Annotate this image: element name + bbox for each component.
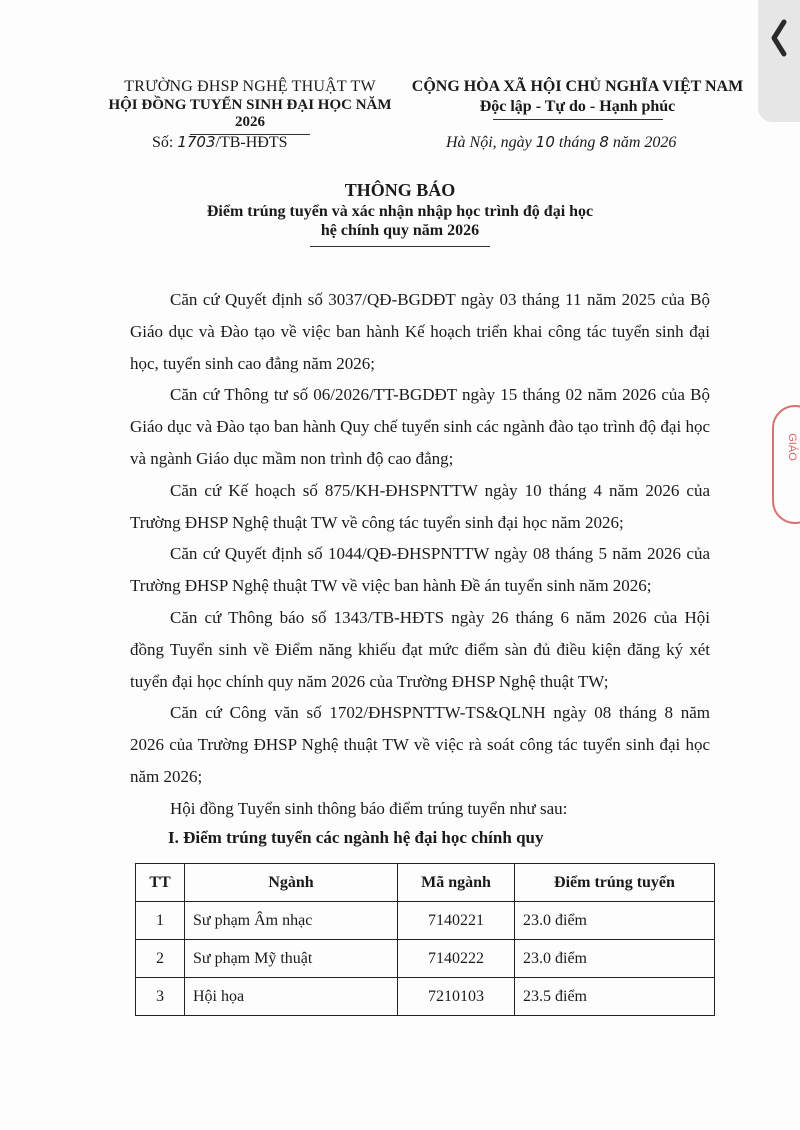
cell-major: Sư phạm Âm nhạc [185, 902, 398, 940]
side-panel-tab[interactable] [758, 0, 800, 122]
paragraph: Căn cứ Kế hoạch số 875/KH-ĐHSPNTTW ngày 10 tháng 4 năm 2026 của Trường ĐHSP Nghệ thuật TW về công tác tuyển sinh đại học năm 2026; [130, 480, 710, 532]
col-header-score: Điểm trúng tuyển [515, 864, 715, 902]
document-title [120, 180, 680, 247]
cell-code: 7140221 [398, 902, 515, 940]
stamp-text: GIÁO [785, 433, 798, 461]
col-header-code: Mã ngành [398, 864, 515, 902]
title-main: THÔNG BÁO [344, 180, 456, 200]
issuer-council: HỘI ĐỒNG TUYỂN SINH ĐẠI HỌC NĂM 2026 [108, 97, 392, 130]
section-heading: I. Điểm trúng tuyển các ngành hệ đại học chính quy [168, 828, 544, 847]
table-header-row [136, 864, 715, 902]
title-underline [310, 246, 490, 247]
paragraph: Hội đồng Tuyển sinh thông báo điểm trúng tuyển như sau: [170, 798, 568, 818]
table-row [136, 978, 715, 1016]
cell-major: Sư phạm Mỹ thuật [185, 940, 398, 978]
title-subtitle-2: hệ chính quy năm 2026 [320, 222, 480, 239]
cell-major: Hội họa [185, 978, 398, 1016]
issuer-school: TRƯỜNG ĐHSP NGHỆ THUẬT TW [124, 78, 376, 95]
cell-score: 23.5 điểm [515, 978, 715, 1016]
table-row [136, 940, 715, 978]
paragraph: Căn cứ Quyết định số 1044/QĐ-ĐHSPNTTW ngày 08 tháng 5 năm 2026 của Trường ĐHSP Nghệ thuật TW về việc ban hành Đề án tuyển sinh năm 2026; [130, 544, 710, 596]
paragraph: Căn cứ Thông báo số 1343/TB-HĐTS ngày 26 tháng 6 năm 2026 của Hội đồng Tuyển sinh về Điểm năng khiếu đạt mức điểm sàn đủ điều kiện đăng ký xét tuyển đại học chính quy năm 2026 của Trường ĐHSP Nghệ thuật TW; [130, 607, 710, 691]
national-header [405, 78, 750, 120]
table-row [136, 902, 715, 940]
cell-tt: 2 [136, 940, 185, 978]
issuer-header [95, 78, 405, 135]
cell-code: 7210103 [398, 978, 515, 1016]
col-header-major: Ngành [185, 864, 398, 902]
handwritten-day: 10 [535, 133, 555, 151]
title-subtitle-1: Điểm trúng tuyển và xác nhận nhập học trình độ đại học [206, 203, 594, 220]
cell-score: 23.0 điểm [515, 902, 715, 940]
date-line: Hà Nội, ngày 10 tháng 8 năm 2026 [446, 133, 677, 151]
document-body [130, 284, 710, 825]
handwritten-number: 1703 [177, 133, 216, 151]
col-header-tt: TT [136, 864, 185, 902]
paragraph: Căn cứ Công văn số 1702/ĐHSPNTTW-TS&QLNH ngày 08 tháng 8 năm 2026 của Trường ĐHSP Nghệ thuật TW về việc rà soát công tác tuyển sinh đại học năm 2026; [130, 703, 710, 786]
national-motto: Độc lập - Tự do - Hạnh phúc [479, 98, 676, 115]
cell-tt: 1 [136, 902, 185, 940]
motto-underline [493, 119, 663, 120]
red-stamp-edge [772, 405, 800, 524]
document-number: Số: 1703/TB-HĐTS [152, 133, 288, 151]
chevron-left-icon [767, 16, 791, 60]
cell-code: 7140222 [398, 940, 515, 978]
national-name: CỘNG HÒA XÃ HỘI CHỦ NGHĨA VIỆT NAM [411, 78, 744, 95]
cell-score: 23.0 điểm [515, 940, 715, 978]
admission-scores-table [135, 863, 715, 1016]
handwritten-month: 8 [599, 133, 609, 151]
paragraph: Căn cứ Quyết định số 3037/QĐ-BGDĐT ngày 03 tháng 11 năm 2025 của Bộ Giáo dục và Đào tạo về việc ban hành Kế hoạch triển khai công tác tuyển sinh đại học, tuyển sinh cao đẳng năm 2026; [130, 290, 710, 373]
paragraph: Căn cứ Thông tư số 06/2026/TT-BGDĐT ngày 15 tháng 02 năm 2026 của Bộ Giáo dục và Đào tạo ban hành Quy chế tuyển sinh các ngành đào tạo trình độ đại học và ngành Giáo dục mầm non trình độ cao đẳng; [130, 385, 710, 468]
cell-tt: 3 [136, 978, 185, 1016]
